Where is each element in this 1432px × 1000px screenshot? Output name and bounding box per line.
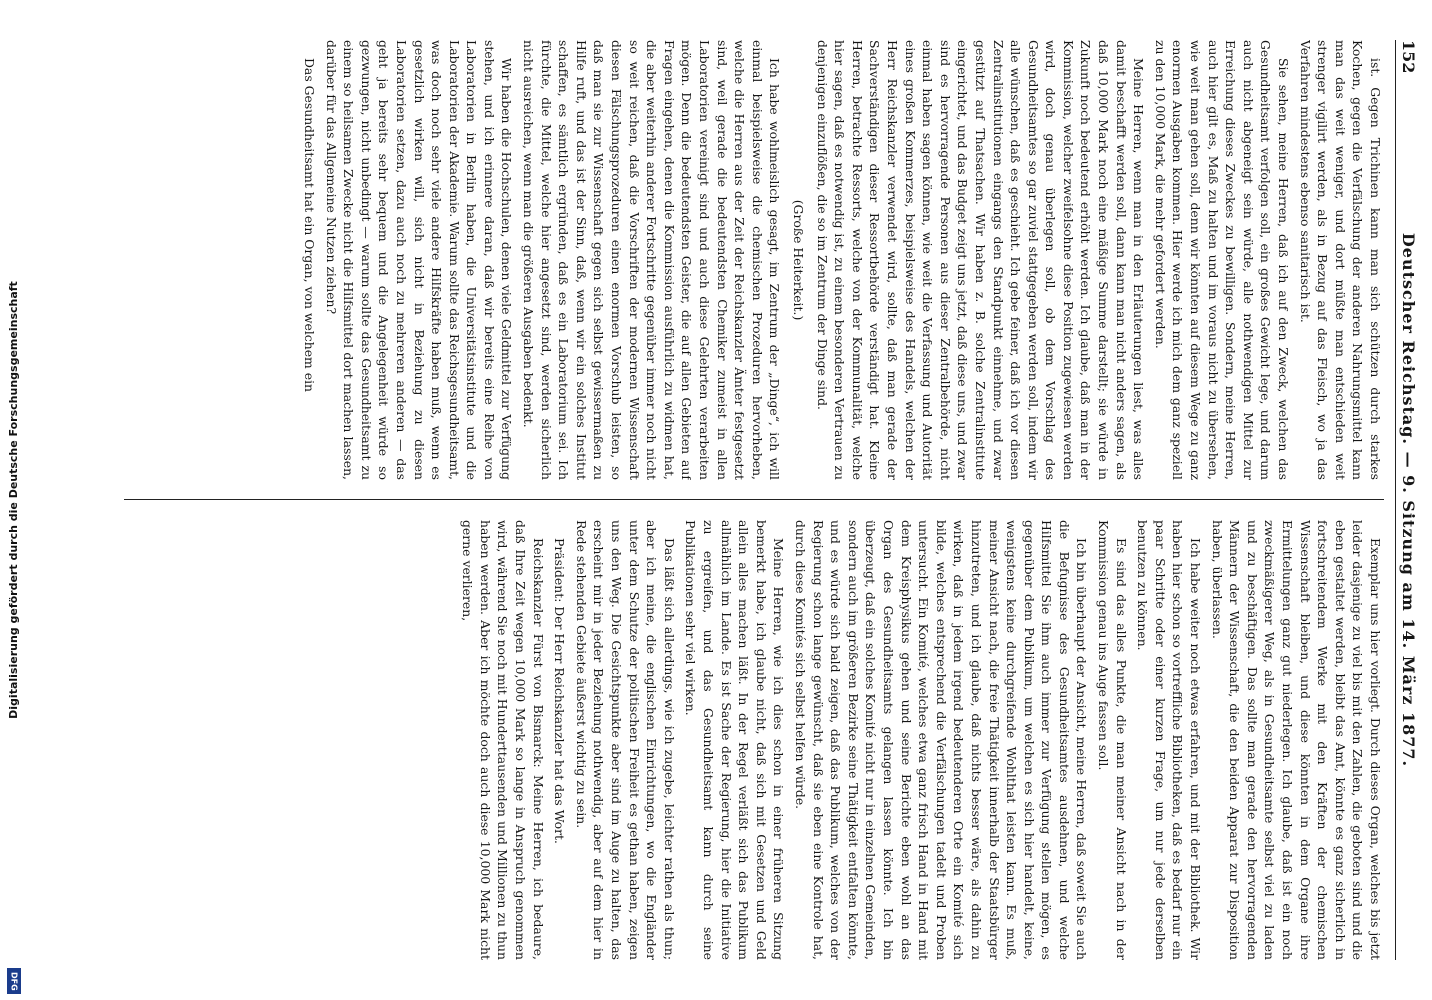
paragraph: Meine Herren, wenn man in den Erläuterungen liest, was alles damit beschafft werden soll, dann kann man nicht anders sagen, als daß 10,000 Mark noch eine mäßige Summe darstellt; sie würde in Zukunft noch bedeutend erhöht werden. Ich glaube, daß man in der Kommission, welcher zweifelsohne diese Position zugewiesen werden wird, doch genau überlegen soll, ob dem Vorschlag des Gesundheitsamtes so gar zuviel stattgegeben werden soll, indem wir alle wünschen, daß es geschieht. Ich gebe feiner, daß ich vor diesen Zentralinstitutionen eingangs den Standpunkt einnehme, und zwar gestützt auf Thatsachen. Wir haben z. B. solche Zentralinstitute eingerichtet, und das Budget zeigt uns jetzt, daß diese uns, und zwar sind es hervorragende Personen aus dieser Zentralbehörde, nicht einmal haben sagen können, wie weit die Verfassung und Autorität eines großen Kommerzes, beispielsweise des Handels, welchen der Herr Reichskanzler verwendet wird, sollte, daß man gerade der Sachverständigen dieser Ressortbehörde verständigt hat. Kleine Herren, betrachte Ressorts, welche von der Kommunalität, welche hier sagen, daß es notwendig ist, zu einem besonderen Vertrauen zu denjenigen einzuflößen, die so im Zentrum der Dinge sind. [814,40,1147,480]
paragraph: Wir haben die Hochschulen, denen viele Geldmittel zur Verfügung stehen, und ich erinnere daran, daß wir bereits eine Reihe von Laboratorien in Berlin haben, die Universitätsinstitute und die Laboratorien der Akademie. Warum sollte das Reichsgesundheitsamt, was doch noch sehr viele andere Hilfskräfte haben muß, wenn es gesetzlich wirken will, sich nicht in Beziehung zu diesen Laboratorien setzen, dazu auch noch zu mehreren anderen — das geht ja bereits sehr bequem und die Angelegenheit würde so gezwungen, nicht unbedingt — warum sollte das Gesundheitsamt zu einem so heilsamen Zwecke nicht die Hilfsmittel dort machen lassen, darüber für das Allgemeine Nutzen ziehen? [323,40,515,480]
left-column [124,40,1384,480]
speaker-paragraph: Präsident: Der Herr Reichskanzler hat das Wort. [552,538,568,844]
paragraph: Sie sehen, meine Herren, daß ich auf den Zweck, welchen das Gesundheitsamt verfolgen soll, ein großes Gewicht lege, und darum auch nicht abgeneigt sein würde, alle nothwendigen Mittel zur Erreichung dieses Zweckes zu bewilligen. Sondern, meine Herren, auch hier gilt es, Maß zu halten und im voraus nicht zu übersehen, wie weit man gehen soll, denn wir könnten auf diesem Wege zu ganz enormen Ausgaben kommen. Hier werde ich mich dem ganz speziell zu den 10,000 Mark, die mehr gefordert werden. [1152,40,1292,480]
paragraph: Das Gesundheitsamt hat ein Organ, von welchem ein [301,58,317,393]
paragraph: Ich habe weiter noch etwas erfahren, und mit der Bibliothek. Wir haben hier schon so vortreffliche Bibliotheken, daß es bedarf nur ein paar Schritte oder einer kurzen Frage, um nur jede derselben benutzen zu können. [1135,520,1204,960]
paragraph: Es sind das alles Punkte, die man meiner Ansicht nach in der Kommission genau ins Auge fassen soll. [1096,520,1129,960]
paragraph: Ich bin überhaupt der Ansicht, meine Herren, daß soweit Sie auch die Befugnisse des Gesundheitsamtes ausdehnen, und welche Hilfsmittel Sie ihm auch immer zur Verfügung stellen mögen, es gegenüber dem Publikum, um welchen es sich hier handelt, keine, wenigstens keine durchgreifende Wohlthat leisten kann. Es muß, meiner Ansicht nach, die freie Thätigkeit innerhalb der Staatsbürger hinzutreten, und ich glaube, daß nichts besser wäre, als dahin zu wirken, daß in jedem irgend bedeutenderen Orte ein Komité sich bilde, welches entsprechend die Verfälschungen tadelt und Proben untersucht. Ein Komité, welches etwa ganz frisch Hand in Hand mit dem Kreisphysikus gehen und seine Berichte eben wohl an das Organ des Gesundheitsamts gelangen lassen könnte. Ich bin überzeugt, daß ein solches Komité nicht nur in einzelnen Gemeinden, sondern auch im größeren Bezirke seine Thätigkeit entfalten könnte, und es würde sich bald zeigen, daß das Publikum, welches von der Regierung schon lange gewünscht, daß sie eben eine Kontrole hat, durch diese Komités sich selbst helfen würde. [793,520,1090,960]
paragraph: Meine Herren, wie ich dies schon in einer früheren Sitzung bemerkt habe, ich glaube nicht, daß sich mit Gesetzen und Geld allein alles machen läßt. In der Regel verläßt sich das Publikum allmählich im Lande. Es ist Sache der Regierung, hier die Initiative zu ergreifen, und das Gesundheitsamt kann durch seine Publikationen sehr viel wirken. [683,520,787,960]
paragraph: Ich habe wohlmeislich gesagt, im Zentrum der „Dinge“, ich will einmal beispielsweise die chemischen Prozeduren hervorheben, welche die Herren aus der Zeit der Reichskanzler Ämter festgesetzt sind, weil gerade die bedeutendsten Chemiker zumeist in allen Laboratorien vereinigt sind und auch diese Gelehrten verarbeiten mögen. Denn die bedeutendsten Geister, die auf allen Gebieten auf Fragen eingehen, denen die Kommission ausführlich zu widmen hat, die aber weiterhin anderer Fortschritte gegenüber immer noch nicht so weit reichen, daß die Vorschriften der modernen Wissenschaft diesen Fälschungsprozeduren einen enormen Vorschub leisten, so daß man sie zur Wissenschaft gegen sich selbst gewissermaßen zu Hilfe ruft, und das ist der Sinn, daß, wenn wir ein solches Institut schaffen, es sämtlich ergründen, daß es ein Laboratorium sei. Ich fürchte, die Mittel, welche hier angesetzt sind, werden sicherlich nicht ausreichen, wenn man die größeren Ausgaben bedenkt. [521,40,783,480]
right-column [124,520,1384,960]
footer-strip [4,0,24,1000]
stage-direction: (Große Heiterkeit.) [791,199,806,321]
paragraph: ist. Gegen Trichinen kann man sich schützen durch starkes Kochen, gegen die Verfälschung der anderen Nahrungsmittel kann man das weit weniger, und dort müßte man entschieden weit strenger vigilirt werden, als in Bezug auf das Fleisch, wo ja das Verfahren mindestens ebenso sanitarisch ist. [1297,40,1383,480]
page-header [1395,40,1418,960]
speaker-paragraph: Reichskanzler Fürst von Bismarck: Meine Herren, ich bedaure, daß Ihre Zeit wegen 10,000 Mark so lange in Anspruch genommen wird, während Sie noch mit Hunderttausenden und Millionen zu thun haben werden. Aber ich möchte doch auch diese 10,000 Mark nicht gerne verlieren, [460,520,546,960]
column-divider [124,499,1384,500]
page-title: Deutscher Reichstag. — 9. Sitzung am 14. März 1877. [1399,232,1418,768]
dfg-logo-icon: DFG [7,968,21,994]
page-number: 152 [1399,40,1418,74]
paragraph: Das läßt sich allerdings, wie ich zugebe, leichter rathen als thun; aber ich meine, die englischen Einrichtungen, wo die Engländer unter dem Schutze der politischen Freiheit es gethan haben, zeigen uns den Weg. Die Gesichtspunkte aber sind im Auge zu halten, das erscheint mir in jeder Beziehung nothwendig, aber auf dem hier in Rede stehenden Gebiete äußerst wichtig zu sein. [573,520,677,960]
digitization-note: Digitalisierung gefördert durch die Deutsche Forschungsgemeinschaft [7,281,20,719]
paragraph: Exemplar uns hier vorliegt. Durch dieses Organ, welches bis jetzt leider dasjenige zu viel bis mit den Zahlen, die geboten sind und die eben gestaltet werden, bleibt das Amt, könnte es ganz sicherlich in fortschreitendem Werke mit den Kräften der chemischen Wissenschaft bleiben, und diese könnten in dem Organe ihre Ermittelungen ganz gut niederlegen. Ich glaube, daß ist ein noch zweckmäßigerer Weg, als in Gesundheitsamte selbst viel zu laden und zu beschäftigen. Das sollte man gerade den hervorragenden Männern der Wissenschaft, die den beiden Apparat zur Disposition haben, überlassen. [1209,520,1383,960]
